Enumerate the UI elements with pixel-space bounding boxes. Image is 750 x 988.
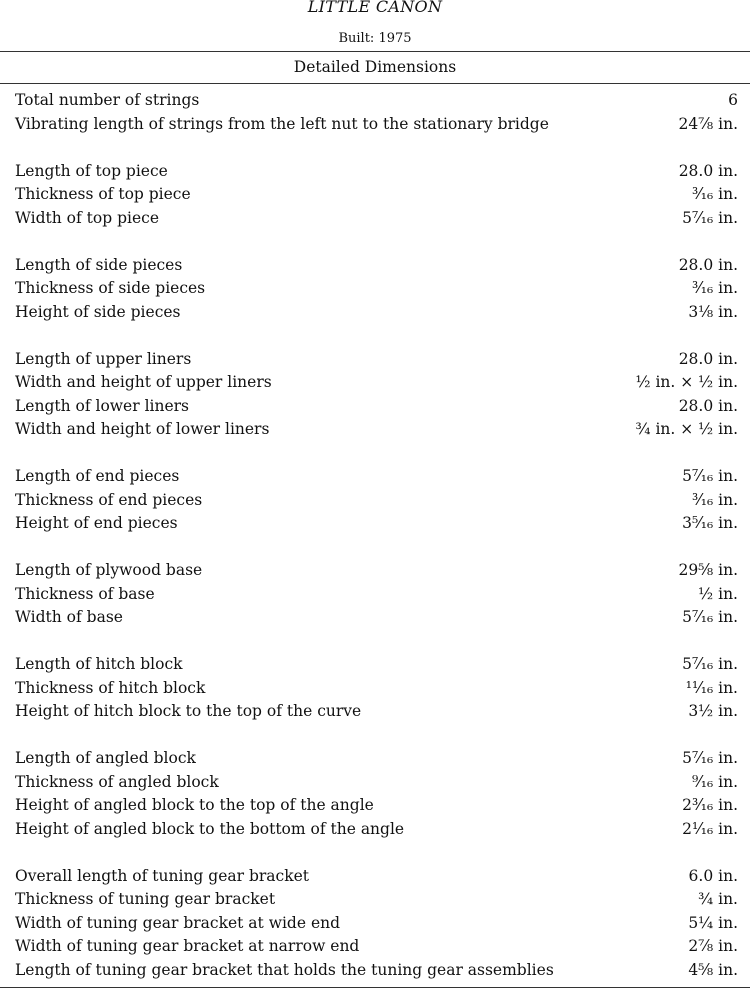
dimension-value: ¹¹⁄₁₆ in. — [685, 678, 738, 697]
dimension-label: Overall length of tuning gear bracket — [15, 866, 310, 885]
dimension-label: Width of base — [15, 608, 123, 626]
dimension-value: 5⁷⁄₁₆ in. — [682, 749, 738, 767]
dimension-row — [15, 89, 738, 113]
dimension-label: Thickness of angled block — [15, 772, 219, 791]
dimension-value: 2¹⁄₁₆ in. — [682, 819, 738, 838]
dimension-label: Width of top piece — [15, 208, 159, 227]
dimension-value: 4⅝ in. — [688, 960, 738, 979]
dimension-label: Thickness of side pieces — [15, 279, 206, 297]
top-divider — [0, 51, 750, 52]
dimension-value: 5⁷⁄₁₆ in. — [682, 608, 738, 626]
dimension-label: Thickness of top piece — [15, 185, 191, 203]
group-spacer — [15, 630, 738, 654]
dimension-value: 29⅝ in. — [678, 561, 738, 579]
dimension-label: Thickness of end pieces — [15, 490, 203, 509]
dimension-value: ³⁄₁₆ in. — [691, 490, 738, 509]
dimension-value: ¾ in. — [698, 890, 738, 908]
dimension-row — [15, 794, 738, 818]
dimension-value: ¾ in. × ½ in. — [635, 420, 738, 438]
dimension-row — [15, 912, 738, 936]
dimension-row — [15, 959, 738, 983]
dimension-value: 6.0 in. — [688, 866, 738, 885]
dimension-label: Vibrating length of strings from the left nut to the stationary bridge — [15, 114, 549, 133]
dimension-row — [15, 465, 738, 489]
dimension-row — [15, 207, 738, 231]
dimension-value: ⁹⁄₁₆ in. — [691, 772, 738, 791]
dimension-value: ½ in. — [698, 584, 738, 603]
dimension-label: Length of upper liners — [15, 349, 192, 368]
dimension-label: Length of end pieces — [15, 467, 180, 485]
group-spacer — [15, 136, 738, 160]
dimension-label: Thickness of hitch block — [15, 678, 206, 697]
dimension-label: Length of side pieces — [15, 255, 183, 274]
dimension-row — [15, 348, 738, 372]
dimension-row — [15, 113, 738, 137]
built-date: Built: 1975 — [338, 31, 412, 46]
dimension-value: ³⁄₁₆ in. — [691, 279, 738, 297]
dimension-label: Height of side pieces — [15, 302, 181, 321]
group-spacer — [15, 324, 738, 348]
dimension-label: Height of angled block to the top of the angle — [15, 796, 374, 814]
dimension-label: Height of angled block to the bottom of the angle — [15, 819, 405, 838]
dimension-value: 24⅞ in. — [678, 114, 738, 133]
group-spacer — [15, 230, 738, 254]
dimension-value: 28.0 in. — [678, 396, 738, 415]
dimension-row — [15, 489, 738, 513]
dimension-row — [15, 512, 738, 536]
dimension-row — [15, 418, 738, 442]
dimension-row — [15, 700, 738, 724]
dimension-value: 5⁷⁄₁₆ in. — [682, 655, 738, 673]
dimension-value: 2³⁄₁₆ in. — [682, 796, 738, 814]
dimension-label: Width of tuning gear bracket at wide end — [15, 913, 341, 932]
dimension-label: Height of hitch block to the top of the curve — [15, 702, 362, 720]
dimension-label: Height of end pieces — [15, 514, 178, 532]
group-spacer — [15, 442, 738, 466]
dimension-row — [15, 371, 738, 395]
dimension-row — [15, 160, 738, 184]
dimension-value: ½ in. × ½ in. — [635, 373, 738, 391]
document-title: LITTLE CANON — [307, 0, 443, 16]
dimension-row — [15, 606, 738, 630]
dimension-value: 2⅞ in. — [688, 937, 738, 955]
dimensions-table — [15, 89, 738, 982]
dimension-row — [15, 277, 738, 301]
dimension-value: 5¼ in. — [688, 913, 738, 932]
dimension-value: 5⁷⁄₁₆ in. — [682, 467, 738, 485]
dimension-value: 3½ in. — [688, 702, 738, 720]
dimension-row — [15, 301, 738, 325]
dimension-row — [15, 865, 738, 889]
dimension-row — [15, 888, 738, 912]
dimension-label: Thickness of tuning gear bracket — [15, 890, 276, 908]
dimension-label: Width and height of upper liners — [15, 373, 272, 391]
dimension-label: Total number of strings — [15, 91, 200, 109]
dimension-label: Length of lower liners — [15, 396, 190, 415]
section-heading: Detailed Dimensions — [293, 58, 457, 76]
dimension-value: 6 — [728, 91, 738, 109]
dimension-row — [15, 183, 738, 207]
group-spacer — [15, 724, 738, 748]
dimension-label: Length of hitch block — [15, 655, 183, 673]
dimension-row — [15, 677, 738, 701]
dimension-value: ³⁄₁₆ in. — [691, 185, 738, 203]
dimension-label: Width of tuning gear bracket at narrow end — [15, 937, 360, 955]
group-spacer — [15, 536, 738, 560]
dimension-label: Length of top piece — [15, 161, 168, 180]
dimension-value: 5⁷⁄₁₆ in. — [682, 208, 738, 227]
dimension-label: Width and height of lower liners — [15, 420, 270, 438]
group-spacer — [15, 841, 738, 865]
dimension-value: 3⅛ in. — [688, 302, 738, 321]
dimension-row — [15, 583, 738, 607]
dimension-row — [15, 747, 738, 771]
dimension-label: Length of tuning gear bracket that holds the tuning gear assemblies — [15, 960, 554, 979]
dimension-value: 28.0 in. — [678, 255, 738, 274]
dimension-row — [15, 395, 738, 419]
dimension-label: Length of angled block — [15, 749, 196, 767]
dimension-value: 28.0 in. — [678, 161, 738, 180]
dimension-row — [15, 559, 738, 583]
dimension-label: Thickness of base — [15, 584, 155, 603]
dimension-value: 3⁵⁄₁₆ in. — [682, 514, 738, 532]
dimension-label: Length of plywood base — [15, 561, 203, 579]
dimension-row — [15, 818, 738, 842]
dimension-row — [15, 771, 738, 795]
dimension-row — [15, 935, 738, 959]
dimension-row — [15, 653, 738, 677]
dimension-row — [15, 254, 738, 278]
dimension-value: 28.0 in. — [678, 349, 738, 368]
heading-divider — [0, 83, 750, 84]
